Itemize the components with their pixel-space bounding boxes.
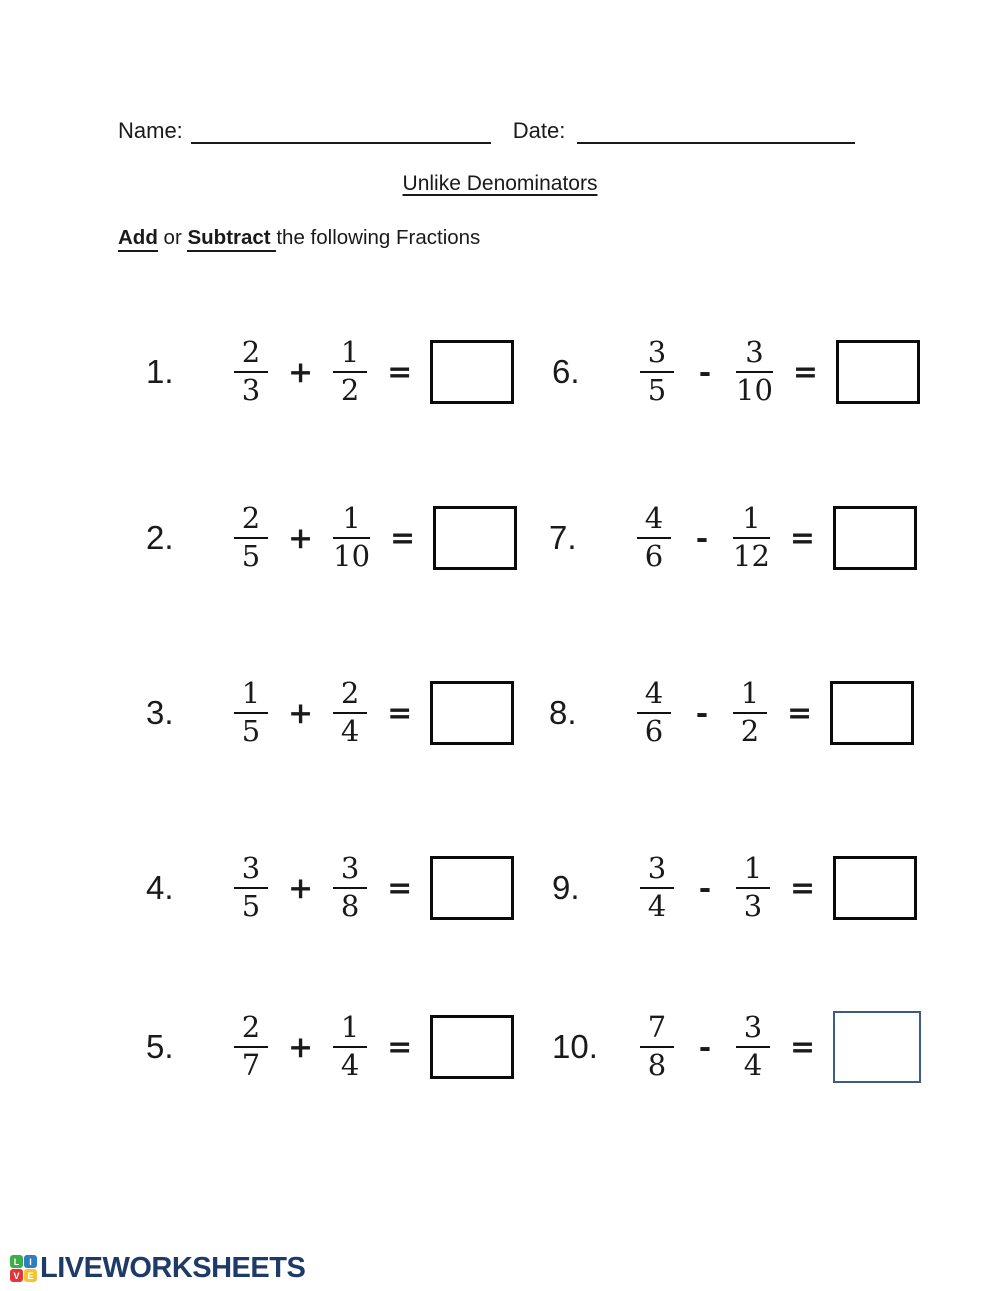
problem-number: 5.	[146, 1028, 174, 1065]
numerator: 1	[740, 676, 760, 711]
answer-box-2[interactable]	[433, 506, 517, 570]
name-date-row	[118, 118, 855, 144]
denominator: 10	[333, 539, 371, 574]
numerator: 3	[241, 851, 261, 886]
problem-number: 6.	[552, 353, 580, 390]
denominator: 4	[340, 714, 360, 749]
fraction-second	[734, 1010, 772, 1083]
equals-sign: =	[789, 520, 816, 556]
answer-box-7[interactable]	[833, 506, 917, 570]
problem-6	[552, 330, 920, 414]
numerator: 2	[241, 1010, 261, 1045]
problem-2	[146, 496, 517, 580]
fraction-first	[635, 501, 673, 574]
fraction-second	[331, 676, 369, 749]
numerator: 3	[745, 335, 764, 370]
numerator: 3	[743, 1010, 763, 1045]
problem-8	[549, 671, 914, 755]
equals-sign: =	[787, 695, 813, 731]
problem-number: 1.	[146, 353, 174, 390]
fraction-second	[331, 501, 372, 574]
numerator: 4	[644, 501, 664, 536]
logo-tile-i: I	[24, 1255, 37, 1268]
equals-sign: =	[790, 1029, 816, 1065]
problem-9	[552, 846, 917, 930]
date-blank-line	[577, 118, 855, 144]
operator: -	[698, 354, 712, 390]
instruction-subtract: Subtract	[187, 226, 276, 252]
denominator: 3	[241, 373, 261, 408]
answer-box-4[interactable]	[430, 856, 514, 920]
problem-number: 9.	[552, 869, 580, 906]
problem-1	[146, 330, 514, 414]
denominator: 5	[241, 889, 261, 924]
instruction-line	[118, 226, 480, 250]
liveworksheets-logo-icon	[10, 1255, 37, 1282]
fraction-first	[232, 335, 270, 408]
numerator: 2	[340, 676, 360, 711]
equals-sign: =	[792, 354, 819, 390]
instruction-rest: the following Fractions	[276, 226, 481, 249]
problem-7	[549, 496, 917, 580]
denominator: 6	[644, 714, 664, 749]
fraction-second	[331, 851, 369, 924]
problem-number: 10.	[552, 1028, 598, 1065]
denominator: 4	[647, 889, 667, 924]
problem-number: 8.	[549, 694, 577, 731]
answer-box-6[interactable]	[836, 340, 920, 404]
denominator: 8	[340, 889, 360, 924]
operator: -	[698, 870, 712, 906]
name-blank-line	[191, 118, 491, 144]
operator: +	[288, 870, 314, 906]
numerator: 1	[340, 335, 360, 370]
fraction-first	[638, 851, 676, 924]
denominator: 5	[241, 714, 261, 749]
equals-sign: =	[387, 1029, 413, 1065]
denominator: 5	[241, 539, 261, 574]
answer-box-9[interactable]	[833, 856, 917, 920]
numerator: 7	[647, 1010, 667, 1045]
fraction-first	[232, 1010, 270, 1083]
problem-5	[146, 1005, 514, 1089]
instruction-or: or	[157, 226, 188, 249]
fraction-first	[232, 851, 270, 924]
denominator: 5	[647, 373, 667, 408]
numerator: 2	[241, 501, 261, 536]
numerator: 1	[342, 501, 361, 536]
operator: +	[288, 1029, 314, 1065]
name-label: Name:	[118, 118, 183, 143]
equals-sign: =	[790, 870, 816, 906]
logo-tile-v: V	[10, 1269, 23, 1282]
fraction-second	[731, 501, 772, 574]
operator: -	[695, 520, 709, 556]
denominator: 2	[340, 373, 360, 408]
liveworksheets-logo	[10, 1252, 305, 1285]
problem-number: 3.	[146, 694, 174, 731]
fraction-second	[331, 335, 369, 408]
operator: -	[698, 1029, 712, 1065]
instruction-add: Add	[118, 226, 158, 252]
denominator: 4	[340, 1048, 360, 1083]
numerator: 1	[340, 1010, 360, 1045]
answer-box-5[interactable]	[430, 1015, 514, 1079]
problem-number: 2.	[146, 519, 174, 556]
fraction-first	[638, 335, 676, 408]
denominator: 10	[736, 373, 773, 408]
operator: -	[695, 695, 709, 731]
denominator: 4	[743, 1048, 763, 1083]
answer-box-3[interactable]	[430, 681, 514, 745]
fraction-first	[638, 1010, 676, 1083]
operator: +	[288, 354, 314, 390]
fraction-second	[331, 1010, 369, 1083]
date-label: Date:	[512, 118, 566, 143]
numerator: 4	[644, 676, 664, 711]
liveworksheets-logo-text: LIVEWORKSHEETS	[40, 1252, 306, 1284]
denominator: 6	[644, 539, 664, 574]
problem-number: 4.	[146, 869, 174, 906]
numerator: 1	[241, 676, 261, 711]
numerator: 1	[742, 501, 761, 536]
operator: +	[288, 520, 314, 556]
numerator: 3	[340, 851, 360, 886]
page-title-text: Unlike Denominators	[402, 172, 598, 195]
numerator: 3	[647, 335, 667, 370]
answer-box-10[interactable]	[833, 1011, 921, 1083]
fraction-second	[734, 335, 775, 408]
equals-sign: =	[387, 354, 413, 390]
equals-sign: =	[387, 695, 413, 731]
problem-3	[146, 671, 514, 755]
problem-4	[146, 846, 514, 930]
fraction-first	[232, 501, 270, 574]
equals-sign: =	[390, 520, 416, 556]
numerator: 2	[241, 335, 261, 370]
fraction-first	[232, 676, 270, 749]
problem-10	[552, 1005, 921, 1089]
numerator: 1	[743, 851, 763, 886]
page-title	[0, 172, 1000, 196]
denominator: 2	[740, 714, 760, 749]
denominator: 3	[743, 889, 763, 924]
equals-sign: =	[387, 870, 413, 906]
answer-box-1[interactable]	[430, 340, 514, 404]
fraction-first	[635, 676, 673, 749]
numerator: 3	[647, 851, 667, 886]
denominator: 12	[733, 539, 770, 574]
logo-tile-e: E	[24, 1269, 37, 1282]
operator: +	[288, 695, 314, 731]
logo-tile-l: L	[10, 1255, 23, 1268]
fraction-second	[734, 851, 772, 924]
fraction-second	[731, 676, 769, 749]
denominator: 7	[241, 1048, 261, 1083]
denominator: 8	[647, 1048, 667, 1083]
problem-number: 7.	[549, 519, 577, 556]
answer-box-8[interactable]	[830, 681, 914, 745]
